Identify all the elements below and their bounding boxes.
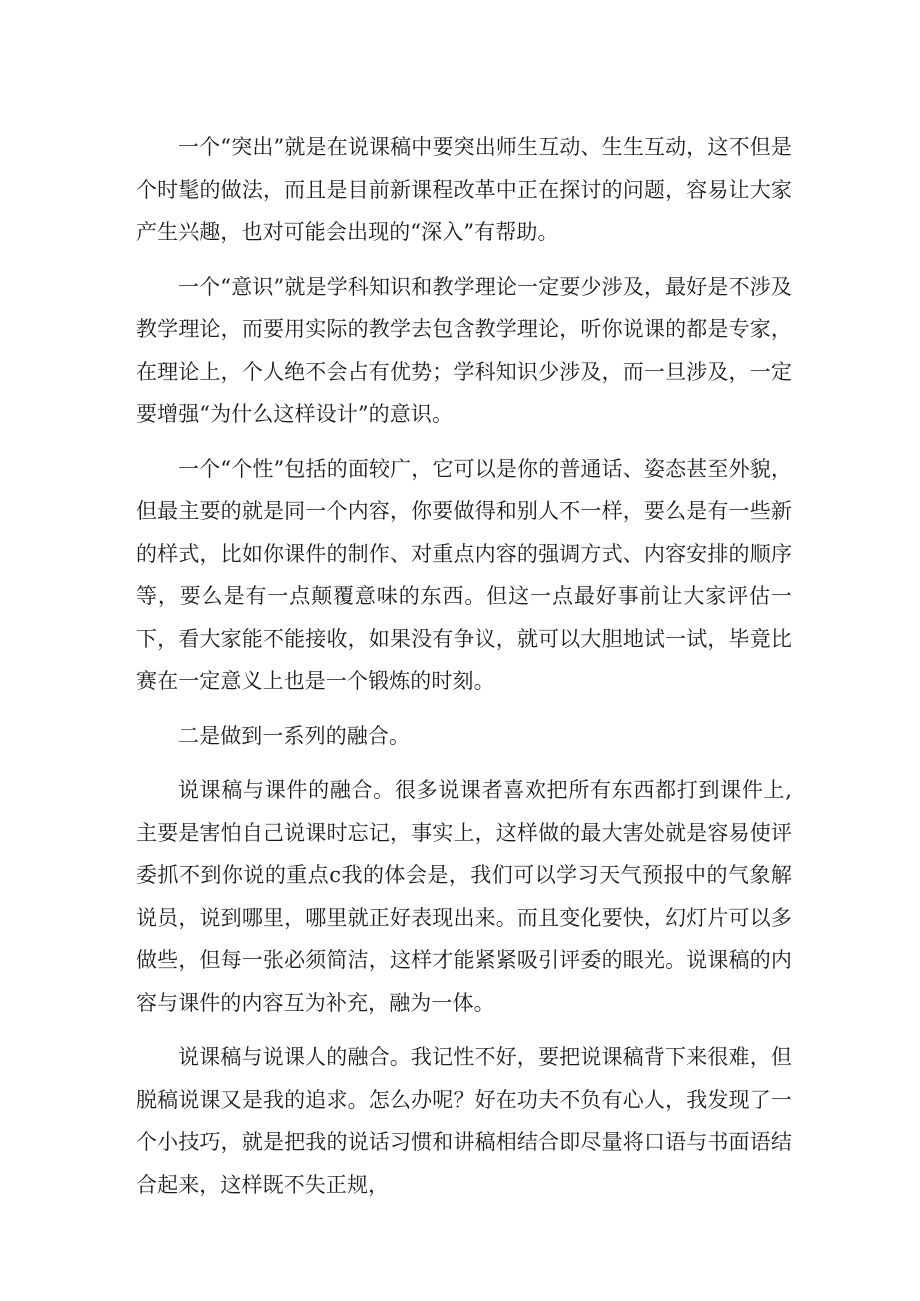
paragraph-tuchu: 一个“突出”就是在说课稿中要突出师生互动、生生互动，这不但是个时髦的做法，而且是目前新课程改革中正在探讨的问题，容易让大家产生兴趣，也对可能会出现的“深入”有帮助。 — [136, 135, 792, 244]
paragraph-yishi: 一个“意识”就是学科知识和教学理论一定要少涉及，最好是不涉及教学理论，而要用实际的教学去包含教学理论，听你说课的都是专家，在理论上，个人绝不会占有优势；学科知识少涉及，而一旦涉及，一定要增强“为什么这样设计”的意识。 — [136, 274, 792, 426]
paragraph-kejian-ronghe: 说课稿与课件的融合。很多说课者喜欢把所有东西都打到课件上,主要是害怕自己说课时忘记，事实上，这样做的最大害处就是容易使评委抓不到你说的重点c我的体会是，我们可以学习天气预报中的气象解说员，说到哪里，哪里就正好表现出来。而且变化要快，幻灯片可以多做些，但每一张必须简洁，这样才能紧紧吸引评委的眼光。说课稿的内容与课件的内容互为补充，融为一体。 — [136, 778, 792, 1015]
paragraph-gexing: 一个“个性”包括的面较广，它可以是你的普通话、姿态甚至外貌，但最主要的就是同一个内容，你要做得和别人不一样，要么是有一些新的样式，比如你课件的制作、对重点内容的强调方式、内容安排的顺序等，要么是有一点颠覆意味的东西。但这一点最好事前让大家评估一下，看大家能不能接收，如果没有争议，就可以大胆地试一试，毕竟比赛在一定意义上也是一个锻炼的时刻。 — [136, 456, 792, 693]
paragraph-ronghe-heading: 二是做到一系列的融合。 — [178, 723, 411, 748]
document-body — [136, 126, 792, 1218]
paragraph-shuokeren-ronghe: 说课稿与说课人的融合。我记性不好，要把说课稿背下来很难，但脱稿说课又是我的追求。怎么办呢？好在功夫不负有心人，我发现了一个小技巧，就是把我的说话习惯和讲稿相结合即尽量将口语与书面语结合起来，这样既不失正规， — [136, 1045, 792, 1197]
